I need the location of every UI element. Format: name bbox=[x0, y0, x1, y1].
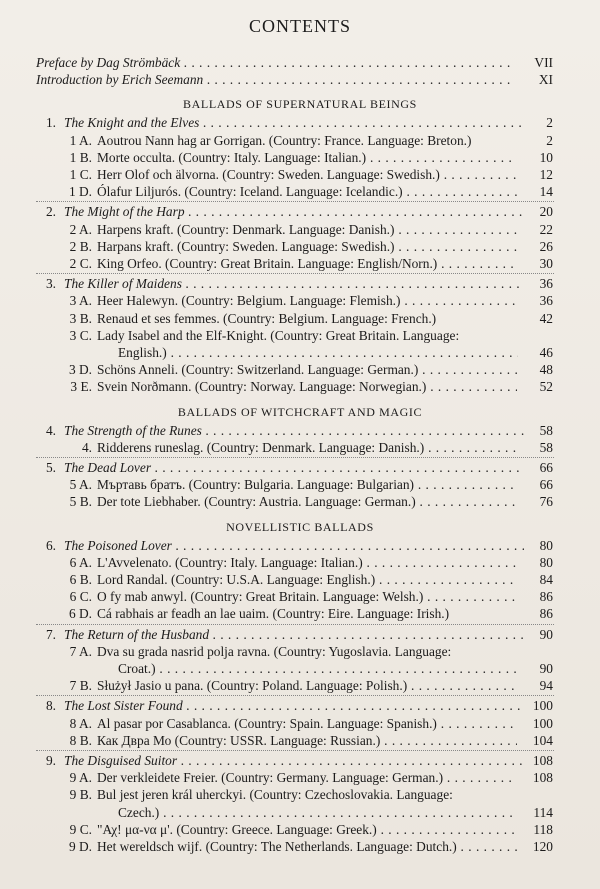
version-title: Ólafur Liljurós. (Country: Iceland. Language: Icelandic.) . . . bbox=[97, 183, 517, 200]
version-number: 2 B. bbox=[69, 238, 92, 254]
version-page: 94 bbox=[539, 678, 553, 694]
version-title: Harpens kraft. (Country: Denmark. Language: Danish.) . . . bbox=[97, 221, 517, 238]
version-row bbox=[0, 361, 600, 379]
version-row bbox=[0, 132, 600, 150]
version-title: Aoutrou Nann hag ar Gorrigan. (Country: France. Language: Breton.) bbox=[97, 132, 472, 148]
front-label: Preface by Dag Strömbäck . . . bbox=[36, 54, 514, 71]
version-row bbox=[0, 493, 600, 511]
version-title: Cá rabhais ar feadh an lae uaim. (Country: Eire. Language: Irish.) bbox=[97, 606, 450, 622]
ballad-number: 7. bbox=[45, 626, 56, 642]
ballad-number: 6. bbox=[45, 537, 56, 553]
version-row bbox=[0, 588, 600, 606]
version-page: 14 bbox=[539, 184, 553, 200]
section-heading: NOVELLISTIC BALLADS bbox=[226, 519, 374, 534]
version-page: 22 bbox=[539, 221, 553, 237]
version-continuation-row bbox=[0, 660, 600, 678]
version-number: 1 D. bbox=[68, 184, 92, 200]
version-page: 46 bbox=[539, 345, 553, 360]
version-title: Schöns Anneli. (Country: Switzerland. Language: German.) . . . bbox=[97, 361, 517, 378]
version-row bbox=[0, 821, 600, 839]
version-title: King Orfeo. (Country: Great Britain. Language: English/Norn.) . . . bbox=[97, 255, 517, 272]
version-row bbox=[0, 310, 600, 328]
version-number: 3 D. bbox=[68, 362, 92, 378]
ballad-title: The Lost Sister Found . . . bbox=[64, 697, 524, 714]
front-page: XI bbox=[538, 72, 553, 88]
ballad-page: 80 bbox=[539, 537, 553, 553]
version-page: 104 bbox=[532, 732, 553, 748]
version-title: L'Avvelenato. (Country: Italy. Language: Italian.) . . . bbox=[97, 554, 517, 571]
ballad-page: 108 bbox=[532, 753, 553, 768]
version-page: 36 bbox=[539, 293, 553, 309]
divider bbox=[36, 201, 554, 202]
ballad-page: 36 bbox=[539, 276, 553, 292]
version-page: 30 bbox=[539, 256, 553, 271]
version-page: 52 bbox=[539, 379, 553, 395]
version-page: 2 bbox=[546, 132, 553, 148]
section-heading: BALLADS OF SUPERNATURAL BEINGS bbox=[183, 97, 417, 112]
ballad-title: The Return of the Husband . . . bbox=[64, 626, 524, 643]
version-page: 108 bbox=[532, 770, 553, 786]
version-continuation-row bbox=[0, 804, 600, 822]
ballad-row bbox=[0, 203, 600, 221]
version-title: Heer Halewyn. (Country: Belgium. Language: Flemish.) . . . bbox=[97, 292, 517, 309]
version-page: 90 bbox=[539, 661, 553, 676]
version-row bbox=[0, 605, 600, 623]
ballad-row bbox=[0, 275, 600, 293]
version-title: Herr Olof och älvorna. (Country: Sweden. Language: Swedish.) . . . bbox=[97, 166, 517, 183]
version-title: Der verkleidete Freier. (Country: Germany. Language: German.) . . . bbox=[97, 769, 517, 786]
version-title: Czech.) . . . bbox=[118, 804, 518, 821]
version-page: 66 bbox=[539, 477, 553, 493]
ballad-number: 3. bbox=[45, 276, 56, 292]
ballad-row bbox=[0, 114, 600, 132]
version-number: 2 A. bbox=[69, 221, 92, 237]
version-row bbox=[0, 571, 600, 589]
version-page: 84 bbox=[539, 572, 553, 587]
version-title: Ridderens runeslag. (Country: Denmark. Language: Danish.) . . . bbox=[97, 439, 517, 456]
version-number: 3 E. bbox=[70, 379, 92, 395]
ballad-number: 5. bbox=[45, 460, 56, 475]
version-row bbox=[0, 327, 600, 345]
ballad-title: The Might of the Harp . . . bbox=[64, 203, 524, 220]
version-number: 6 D. bbox=[68, 606, 92, 622]
version-title: Мъртавь братъ. (Country: Bulgaria. Language: Bulgarian) . . . bbox=[97, 476, 517, 493]
ballad-page: 100 bbox=[532, 698, 553, 714]
version-row bbox=[0, 439, 600, 457]
version-number: 2 C. bbox=[69, 256, 92, 271]
version-row bbox=[0, 838, 600, 856]
version-number: 3 B. bbox=[69, 310, 92, 326]
ballad-number: 8. bbox=[45, 698, 56, 714]
version-row bbox=[0, 149, 600, 167]
divider bbox=[36, 750, 554, 751]
version-page: 10 bbox=[539, 149, 553, 165]
divider bbox=[36, 695, 554, 696]
version-title: O fy mab anwyl. (Country: Great Britain. Language: Welsh.) . . . bbox=[97, 588, 517, 605]
version-row bbox=[0, 643, 600, 661]
version-row bbox=[0, 769, 600, 787]
version-title: English.) . . . bbox=[118, 344, 518, 361]
version-number: 5 B. bbox=[69, 494, 92, 510]
version-title: Lady Isabel and the Elf-Knight. (Country: Great Britain. Language: bbox=[97, 327, 460, 343]
page-title: CONTENTS bbox=[249, 16, 351, 36]
front-page: VII bbox=[534, 55, 553, 70]
version-number: 9 A. bbox=[69, 770, 92, 786]
version-number: 7 A. bbox=[69, 643, 92, 659]
version-number: 7 B. bbox=[69, 678, 92, 694]
version-row bbox=[0, 732, 600, 750]
section-heading: BALLADS OF WITCHCRAFT AND MAGIC bbox=[177, 404, 423, 419]
version-title: Svein Norðmann. (Country: Norway. Language: Norwegian.) . . . bbox=[97, 378, 517, 395]
version-title: Croat.) . . . bbox=[118, 660, 518, 677]
version-page: 120 bbox=[532, 839, 553, 854]
version-number: 1 B. bbox=[69, 149, 92, 165]
divider bbox=[36, 624, 554, 625]
version-number: 8 A. bbox=[69, 715, 92, 731]
front-label: Introduction by Erich Seemann . . . bbox=[36, 71, 514, 88]
version-row bbox=[0, 166, 600, 184]
version-row bbox=[0, 221, 600, 239]
version-number: 3 A. bbox=[69, 293, 92, 309]
version-page: 100 bbox=[532, 715, 553, 731]
ballad-row bbox=[0, 459, 600, 477]
version-row bbox=[0, 554, 600, 572]
ballad-number: 4. bbox=[45, 422, 56, 438]
version-page: 118 bbox=[533, 821, 553, 837]
version-title: Как Двра Мо (Country: USSR. Language: Russian.) . . . bbox=[97, 732, 517, 749]
version-number: 4. bbox=[81, 439, 92, 455]
ballad-number: 9. bbox=[45, 753, 56, 768]
version-row bbox=[0, 255, 600, 273]
ballad-row bbox=[0, 697, 600, 715]
version-number: 5 A. bbox=[69, 477, 92, 493]
version-row bbox=[0, 238, 600, 256]
ballad-page: 20 bbox=[539, 204, 553, 220]
front-row bbox=[0, 54, 600, 72]
version-title: Al pasar por Casablanca. (Country: Spain. Language: Spanish.) . . . bbox=[97, 715, 517, 732]
ballad-page: 2 bbox=[546, 115, 553, 131]
version-number: 1 C. bbox=[69, 167, 92, 182]
ballad-title: The Poisoned Lover . . . bbox=[64, 537, 524, 554]
version-page: 86 bbox=[539, 589, 553, 605]
ballad-number: 1. bbox=[45, 115, 56, 131]
version-page: 58 bbox=[539, 439, 553, 455]
version-page: 76 bbox=[539, 494, 553, 510]
version-row bbox=[0, 786, 600, 804]
ballad-page: 58 bbox=[539, 422, 553, 438]
version-page: 80 bbox=[539, 554, 553, 570]
version-row bbox=[0, 378, 600, 396]
front-row bbox=[0, 71, 600, 89]
version-row bbox=[0, 476, 600, 494]
version-page: 12 bbox=[539, 167, 553, 182]
ballad-row bbox=[0, 752, 600, 770]
version-title: Lord Randal. (Country: U.S.A. Language: English.) . . . bbox=[97, 571, 517, 588]
version-number: 3 C. bbox=[69, 327, 92, 343]
version-row bbox=[0, 292, 600, 310]
version-title: Bul jest jeren král uherckyi. (Country: Czechoslovakia. Language: bbox=[97, 787, 453, 803]
ballad-title: The Dead Lover . . . bbox=[64, 459, 524, 476]
ballad-title: The Disguised Suitor . . . bbox=[64, 752, 524, 769]
version-title: Harpans kraft. (Country: Sweden. Language: Swedish.) . . . bbox=[97, 238, 517, 255]
version-title: Dva su grada nasrid polja ravna. (Country: Yugoslavia. Language: bbox=[97, 643, 452, 659]
version-title: Het wereldsch wijf. (Country: The Netherlands. Language: Dutch.) . . . bbox=[97, 838, 517, 855]
version-title: "Αχ! μα-να μ'. (Country: Greece. Language: Greek.) . . . bbox=[97, 821, 517, 838]
divider bbox=[36, 273, 554, 274]
version-number: 6 B. bbox=[69, 572, 92, 587]
ballad-page: 66 bbox=[539, 460, 553, 475]
ballad-title: The Killer of Maidens . . . bbox=[64, 275, 524, 292]
version-page: 26 bbox=[539, 238, 553, 254]
version-row bbox=[0, 677, 600, 695]
ballad-row bbox=[0, 422, 600, 440]
version-number: 1 A. bbox=[69, 132, 92, 148]
version-number: 9 D. bbox=[68, 839, 92, 854]
ballad-title: The Strength of the Runes . . . bbox=[64, 422, 524, 439]
ballad-row bbox=[0, 626, 600, 644]
version-page: 48 bbox=[539, 362, 553, 378]
version-row bbox=[0, 715, 600, 733]
ballad-row bbox=[0, 537, 600, 555]
version-title: Służył Jasio u pana. (Country: Poland. Language: Polish.) . . . bbox=[97, 677, 517, 694]
version-page: 114 bbox=[533, 804, 553, 820]
version-continuation-row bbox=[0, 344, 600, 362]
version-title: Morte occulta. (Country: Italy. Language: Italian.) . . . bbox=[97, 149, 517, 166]
version-number: 9 B. bbox=[69, 787, 92, 803]
version-title: Renaud et ses femmes. (Country: Belgium. Language: French.) bbox=[97, 310, 437, 326]
version-page: 86 bbox=[539, 606, 553, 622]
ballad-number: 2. bbox=[45, 204, 56, 220]
version-number: 6 C. bbox=[69, 589, 92, 605]
divider bbox=[36, 457, 554, 458]
version-number: 9 C. bbox=[69, 821, 92, 837]
version-title: Der tote Liebhaber. (Country: Austria. Language: German.) . . . bbox=[97, 493, 517, 510]
ballad-title: The Knight and the Elves . . . bbox=[64, 114, 524, 131]
ballad-page: 90 bbox=[539, 626, 553, 642]
version-number: 6 A. bbox=[69, 554, 92, 570]
version-page: 42 bbox=[539, 310, 553, 326]
version-row bbox=[0, 183, 600, 201]
version-number: 8 B. bbox=[69, 732, 92, 748]
